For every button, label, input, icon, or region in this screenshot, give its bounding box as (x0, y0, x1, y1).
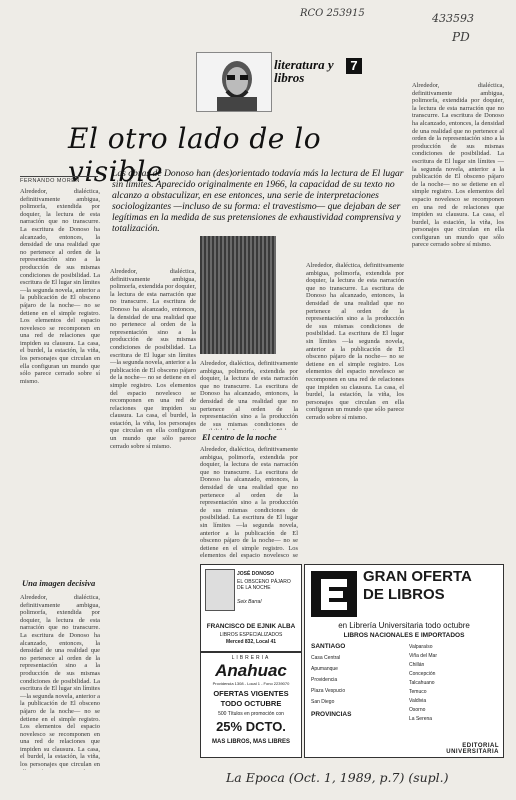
byline: FERNANDO MOREN (20, 176, 98, 184)
book-publisher: Seix Barral (237, 599, 262, 605)
santiago-branch: Plaza Vespucio (311, 688, 346, 694)
article-lede: Las obras de Donoso han (des)orientado todavía más la lectura de El lugar sin límites. Aparecido originalmente en 1966, la capacidad de su texto no alcanzo a obstaculizar, en ese entonces, una serie de interpretaciones sociologizantes —incluso de su forma: el travestismo— que dejaban de ser legítimas en la medida de sus pretensiones de exhaustividad comprensiva y totalización. (112, 168, 404, 234)
oferta-headline1: GRAN OFERTA (363, 568, 472, 585)
column-4-text: Alrededor, dialéctica, definitivamente ambigua, polimorfa, extendida por doquier, la lectura de esta narración que no transcurre. La escritura de Donoso ha alcanzado, entonces, la densidad de una realidad que no pertenece al orden de la representación sino a la producción de sus mismas condiciones de posibilidad. La escritura de El lugar sin límites —la segunda novela, anterior a la publicación de El obsceno pájaro de la noche— no se detiene en el simple registro. Los elementos del espacio novelesco se recomponen en una red de relaciones que impiden su clausura. La casa, el burdel, la estación, la viña, los personajes que circulan en ella configuran un mundo que sólo parece cerrado sobre sí mismo. (306, 262, 404, 421)
article-column-4 (306, 262, 404, 558)
article-column-1 (20, 188, 100, 576)
oferta-brand: EDITORIAL UNIVERSITARIA (446, 743, 499, 755)
ad-book-donoso (200, 564, 302, 652)
provincia-branch: Talcahuano (409, 680, 435, 686)
provincia-branch: Viña del Mar (409, 653, 437, 659)
provincia-branch: Temuco (409, 689, 427, 695)
provincia-branch: Valdivia (409, 698, 427, 704)
oferta-subline: en Librería Universitaria todo octubre (338, 621, 470, 630)
book-cover-icon (205, 569, 235, 611)
anahuac-line2: TODO OCTUBRE (220, 699, 282, 708)
article-column-3b (200, 446, 298, 560)
anahuac-line1: OFERTAS VIGENTES (213, 689, 289, 698)
portrait-illustration-icon (197, 53, 271, 111)
ejnik-address: Merced 832, Local 41 (225, 639, 277, 645)
anahuac-line3: 500 Títulos en promoción con (218, 711, 284, 717)
oferta-subline2: LIBROS NACIONALES E IMPORTADOS (343, 632, 465, 639)
anahuac-footer: MAS LIBROS, MAS LIBRES (211, 739, 290, 745)
santiago-list (311, 653, 401, 708)
column-3-text: Alrededor, dialéctica, definitivamente ambigua, polimorfa, extendida por doquier, la lectura de esta narración que no transcurre. La escritura de Donoso ha alcanzado, entonces, la densidad de una realidad que no pertenece al orden de la representación sino a la producción de sus mismas condiciones de (200, 360, 298, 428)
article-column-5 (412, 82, 504, 560)
article-photo (200, 236, 276, 354)
anahuac-address: Providencia 1308 - Local 1 - Fono 2239070 (212, 681, 290, 686)
ad-gran-oferta (304, 564, 504, 758)
provincia-branch: Chillán (409, 662, 425, 668)
oferta-headline2: DE LIBROS (363, 586, 445, 603)
provincia-branch: Concepción (409, 671, 436, 677)
anahuac-top: LIBRERIA (231, 655, 271, 661)
column-5-text: Alrededor, dialéctica, definitivamente ambigua, polimorfa, extendida por doquier, la lectura de esta narración que no transcurre. La escritura de Donoso ha alcanzado, entonces, la densidad de una realidad que no pertenece al orden de la representación sino a la producción de sus mismas condiciones de posibilidad. La escritura de El lugar sin límites —la segunda novela, anterior a la publicación de El obsceno pájaro de la noche— no se detiene en el simple registro. Los elementos del espacio novelesco se recomponen en una red de relaciones que impiden su clausura. La casa, el burdel, la estación, la viña, los personajes que circulan en ella configuran un mundo que sólo parece cerrado sobre sí mismo. (412, 82, 504, 249)
oferta-region-santiago: SANTIAGO (311, 643, 346, 650)
archive-stamp: RCO 253915 (300, 8, 365, 19)
section-title: literatura y libros (274, 57, 334, 85)
column-3b-text: Alrededor, dialéctica, definitivamente ambigua, polimorfa, extendida por doquier, la lectura de esta narración que no transcurre. La escritura de Donoso ha alcanzado, entonces, la densidad de una realidad que no pertenece al orden de la representación sino a la producción de sus mismas condiciones de posibilidad. La escritura de El lugar sin límites —la segunda novela, anterior a la publicación de El obsceno pájaro de la noche— no se detiene en el simple registro. Los elementos del espacio novelesco se (200, 446, 298, 560)
archive-number: 433593 (432, 12, 474, 25)
column-2-text: Alrededor, dialéctica, definitivamente ambigua, polimorfa, extendida por doquier, la lectura de esta narración que no transcurre. La escritura de Donoso ha alcanzado, entonces, la densidad de una realidad que no pertenece al orden de la representación sino a la producción de sus mismas condiciones de posibilidad. La escritura de El lugar sin límites —la segunda novela, anterior a la publicación de El obsceno pájaro de la noche— no se detiene en el simple registro. Los elementos del espacio novelesco se recomponen en una red de relaciones que impiden su clausura. La casa, el burdel, la estación, la viña, los personajes que circulan en ella configuran un mundo que sólo parece cerrado sobre sí mismo. (110, 268, 196, 450)
subhead-centro-noche: El centro de la noche (202, 432, 277, 442)
santiago-branch: San Diego (311, 699, 335, 705)
anahuac-name: Anahuac (215, 661, 287, 680)
article-column-1b (20, 594, 100, 770)
santiago-branch: Casa Central (311, 655, 341, 661)
santiago-branch: Providencia (311, 677, 338, 683)
article-column-2 (110, 268, 196, 768)
page-number: 7 (346, 58, 362, 74)
ejnik-line1: LIBROS ESPECIALIZADOS (219, 632, 283, 638)
article-column-3 (200, 360, 298, 430)
column-1-text: Alrededor, dialéctica, definitivamente ambigua, polimorfa, extendida por doquier, la lectura de esta narración que no transcurre. La escritura de Donoso ha alcanzado, entonces, la densidad de una realidad que no pertenece al orden de la representación sino a la producción de sus mismas condiciones de posibilidad. La escritura de El lugar sin límites —la segunda novela, anterior a la publicación de El obsceno pájaro de la noche— no se detiene en el simple registro. Los elementos del espacio novelesco se recomponen en una red de relaciones que impiden su clausura. La casa, el burdel, la estación, la viña, los personajes que circulan en ella configuran un mundo que sólo parece cerrado sobre sí mismo. (20, 188, 100, 385)
author-portrait (196, 52, 272, 112)
book-title: EL OBSCENO PÁJARO DE LA NOCHE (237, 579, 291, 591)
ejnik-name: FRANCISCO DE EJNIK ALBA (206, 623, 296, 630)
archive-initials: PD (452, 30, 470, 44)
oferta-region-provincias: PROVINCIAS (311, 711, 352, 718)
anahuac-discount: 25% DCTO. (216, 719, 286, 734)
santiago-branch: Apumanque (311, 666, 338, 672)
provincia-branch: La Serena (409, 716, 433, 722)
column-1b-text: Alrededor, dialéctica, definitivamente ambigua, polimorfa, extendida por doquier, la lectura de esta narración que no transcurre. La escritura de Donoso ha alcanzado, entonces, la densidad de una realidad que no pertenece al orden de la representación sino a la producción de sus mismas condiciones de posibilidad. La escritura de El lugar sin límites —la segunda novela, anterior a la publicación de El obsceno pájaro de la noche— no se detiene en el simple registro. Los elementos del espacio novelesco se recomponen en una red de relaciones que impiden su clausura. La casa, el burdel, la estación, la viña, los personajes que circulan en (20, 594, 100, 769)
book-author: JOSÉ DONOSO (237, 571, 274, 577)
provincia-branch: Valparaíso (409, 644, 433, 650)
provincias-list (409, 643, 499, 724)
subhead-imagen-decisiva: Una imagen decisiva (22, 578, 96, 588)
provincia-branch: Osorno (409, 707, 426, 713)
ad-libreria-anahuac (200, 652, 302, 758)
article-title: El otro lado de lo visible (68, 122, 322, 188)
editorial-logo-icon (311, 571, 357, 617)
handwritten-source-note: La Epoca (Oct. 1, 1989, p.7) (supl.) (226, 770, 449, 785)
